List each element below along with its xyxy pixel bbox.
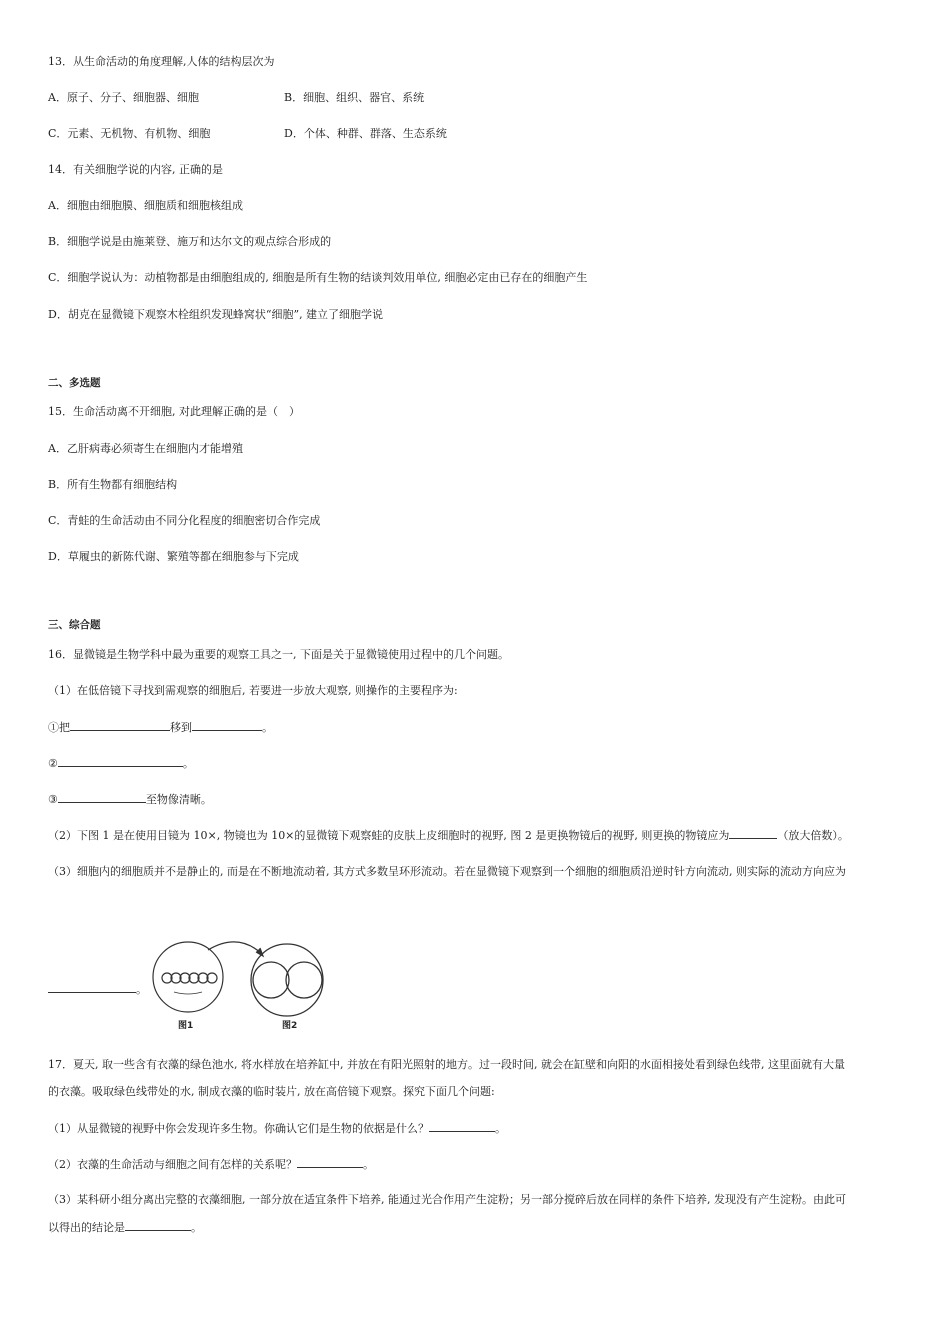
- q17-part1: [48, 1121, 506, 1136]
- q16-step3-end: 至物像清晰。: [145, 793, 212, 806]
- q14-stem: 14．有关细胞学说的内容, 正确的是: [48, 163, 223, 176]
- q14-option-c: C．细胞学说认为：动植物都是由细胞组成的, 细胞是所有生物的结谈判效用单位, 细胞必定由已存在的细胞产生: [48, 271, 588, 284]
- q14-option-d: D．胡克在显微镜下观察木栓组织发现蜂窝状“细胞”, 建立了细胞学说: [48, 308, 384, 321]
- answer-blank[interactable]: [192, 720, 262, 731]
- answer-blank[interactable]: [429, 1121, 495, 1132]
- figure-2-label: 图2: [282, 1021, 298, 1031]
- q17-part2-end: 。: [363, 1158, 374, 1171]
- q17-part2-text: （2）衣藻的生命活动与细胞之间有怎样的关系呢？: [48, 1158, 297, 1171]
- q16-part2-end: （放大倍数）。: [777, 829, 849, 842]
- q16-part2: [48, 828, 849, 843]
- q13-option-d: D．个体、种群、群落、生态系统: [284, 127, 447, 140]
- answer-blank[interactable]: [70, 720, 170, 731]
- q16-step1: [48, 720, 273, 735]
- q16-step1-prefix: ①把: [48, 721, 70, 734]
- figure-1-view: [153, 942, 223, 1012]
- q16-step2-end: 。: [182, 757, 194, 770]
- q16-step3: [48, 792, 212, 807]
- figure-2-view: [251, 944, 323, 1016]
- q13-stem: 13．从生命活动的角度理解,人体的结构层次为: [48, 55, 275, 68]
- q16-part3-answer: [48, 982, 147, 997]
- answer-blank[interactable]: [58, 756, 183, 767]
- q16-step1-end: 。: [262, 721, 273, 734]
- q15-option-d: D．草履虫的新陈代谢、繁殖等都在细胞参与下完成: [48, 550, 299, 563]
- answer-blank[interactable]: [125, 1220, 191, 1231]
- q16-part3-end: 。: [136, 983, 147, 996]
- q16-stem: 16．显微镜是生物学科中最为重要的观察工具之一, 下面是关于显微镜使用过程中的几个问题。: [48, 648, 509, 661]
- q17-part3-line2: [48, 1220, 202, 1235]
- q16-step2: [48, 756, 194, 771]
- q17-part3-line1: （3）某科研小组分离出完整的衣藻细胞, 一部分放在适宜条件下培养, 能通过光合作用产生淀粉；另一部分搅碎后放在同样的条件下培养, 发现没有产生淀粉。由此可: [48, 1193, 846, 1206]
- q17-part1-end: 。: [495, 1122, 506, 1135]
- q13-option-c: C．元素、无机物、有机物、细胞: [48, 127, 211, 140]
- q16-part1: （1）在低倍镜下寻找到需观察的细胞后, 若要进一步放大观察, 则操作的主要程序为:: [48, 684, 458, 697]
- q17-stem-line1: 17．夏天, 取一些含有衣藻的绿色池水, 将水样放在培养缸中, 并放在有阳光照射的地方。过一段时间, 就会在缸壁和向阳的水面相接处看到绿色线带, 这里面就有大量: [48, 1058, 845, 1071]
- q16-part3: （3）细胞内的细胞质并不是静止的, 而是在不断地流动着, 其方式多数呈环形流动。若在显微镜下观察到一个细胞的细胞质沿逆时针方向流动, 则实际的流动方向应为: [48, 865, 846, 878]
- q15-option-a: A．乙肝病毒必须寄生在细胞内才能增殖: [48, 442, 243, 455]
- answer-blank[interactable]: [729, 828, 777, 839]
- q17-part3-end: 。: [191, 1221, 202, 1234]
- q13-option-a: A．原子、分子、细胞器、细胞: [48, 91, 199, 104]
- q13-option-b: B．细胞、组织、器官、系统: [284, 91, 425, 104]
- figure-1-label: 图1: [178, 1021, 194, 1031]
- arrow-icon: [208, 942, 263, 956]
- q17-stem-line2: 的衣藻。吸取绿色线带处的水, 制成衣藻的临时装片, 放在高倍镜下观察。探究下面几个问题:: [48, 1085, 495, 1098]
- q17-part1-text: （1）从显微镜的视野中你会发现许多生物。你确认它们是生物的依据是什么？: [48, 1122, 429, 1135]
- answer-blank[interactable]: [48, 982, 136, 993]
- q17-part3-text: 以得出的结论是: [48, 1221, 125, 1234]
- q14-option-a: A．细胞由细胞膜、细胞质和细胞核组成: [48, 199, 243, 212]
- q16-part2-text: （2）下图 1 是在使用目镜为 10×, 物镜也为 10×的显微镜下观察蛙的皮肤上皮细胞时的视野, 图 2 是更换物镜后的视野, 则更换的物镜应为: [48, 829, 730, 842]
- q15-stem: 15．生命活动离不开细胞, 对此理解正确的是（ ）: [48, 405, 300, 418]
- q16-step1-mid: 移到: [170, 721, 192, 734]
- answer-blank[interactable]: [58, 792, 146, 803]
- q15-option-b: B．所有生物都有细胞结构: [48, 478, 178, 491]
- q16-step2-prefix: ②: [48, 757, 58, 770]
- q14-option-b: B．细胞学说是由施莱登、施万和达尔文的观点综合形成的: [48, 235, 332, 248]
- section-heading-comprehensive: 三、综合题: [48, 619, 101, 631]
- microscope-figure: [150, 938, 330, 1036]
- q15-option-c: C．青蛙的生命活动由不同分化程度的细胞密切合作完成: [48, 514, 321, 527]
- answer-blank[interactable]: [297, 1157, 363, 1168]
- section-heading-multiple-choice: 二、多选题: [48, 377, 101, 389]
- q17-part2: [48, 1157, 374, 1172]
- q16-step3-prefix: ③: [48, 793, 58, 806]
